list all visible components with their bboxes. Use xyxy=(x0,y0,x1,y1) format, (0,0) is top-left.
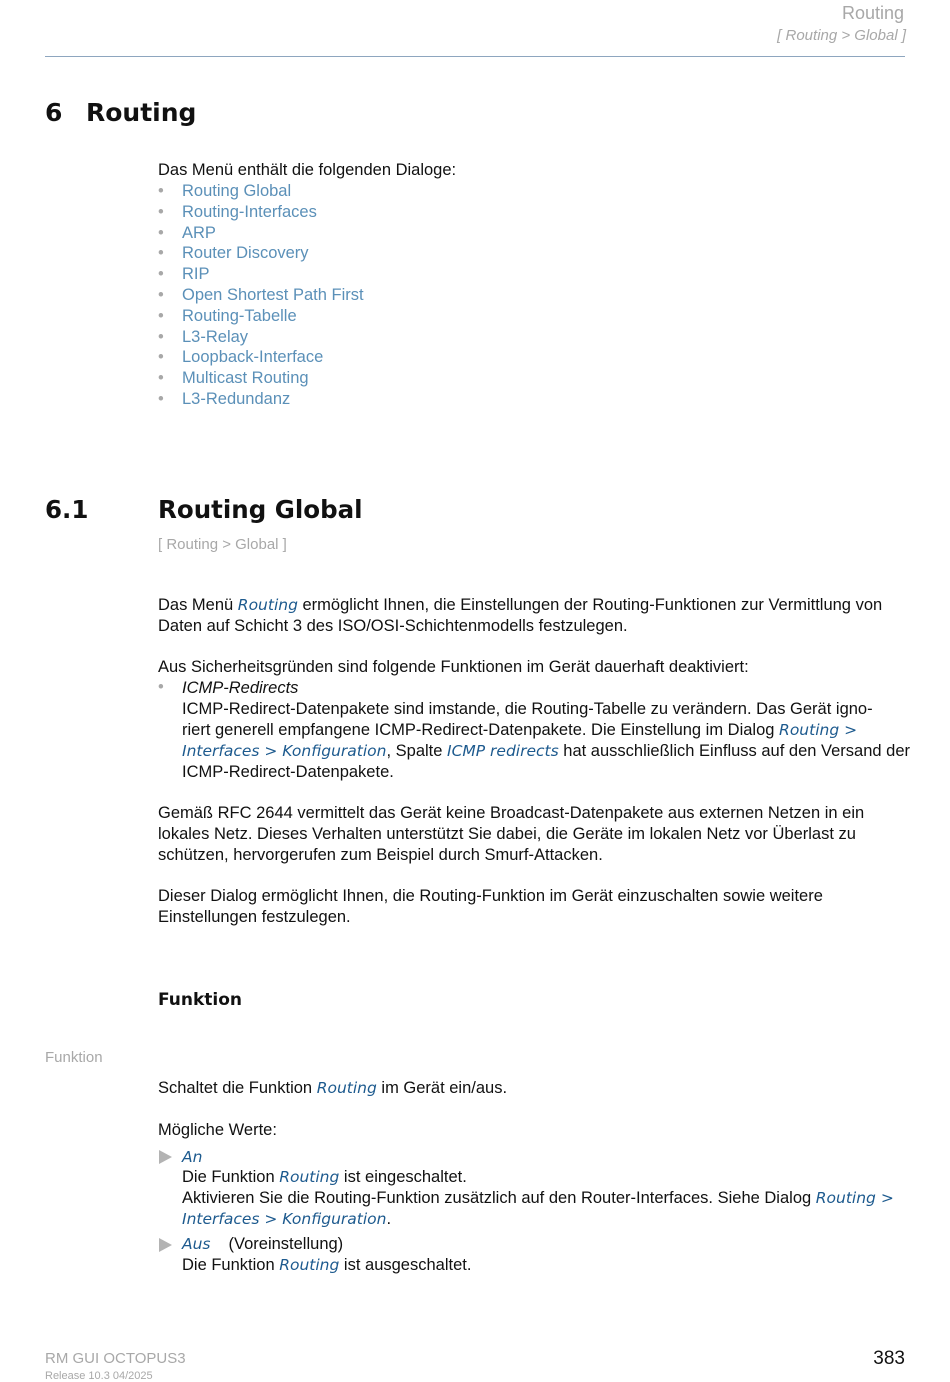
paragraph-3-line-3: schützen, hervorgerufen zum Beispiel durch Smurf-Attacken. xyxy=(158,846,603,864)
paragraph-1-line-2: Daten auf Schicht 3 des ISO/OSI-Schichtenmodells festzulegen. xyxy=(158,617,628,635)
dialog-link-list xyxy=(158,181,364,410)
funktion-description: Schaltet die Funktion Routing im Gerät ein/aus. xyxy=(158,1079,508,1097)
ref-routing[interactable]: Routing xyxy=(237,596,298,614)
page-number: 383 xyxy=(873,1348,905,1369)
paragraph-3-line-1: Gemäß RFC 2644 vermittelt das Gerät keine Broadcast-Datenpakete aus externen Netzen in ein xyxy=(158,804,865,822)
ref-routing[interactable]: Routing xyxy=(279,1256,340,1274)
chapter-title: Routing xyxy=(86,98,197,127)
ref-interfaces-konfiguration[interactable]: Interfaces > Konfiguration xyxy=(182,742,387,760)
section-title: Routing Global xyxy=(158,495,363,524)
link-routing-global[interactable]: • Routing Global xyxy=(158,181,364,202)
margin-label-funktion: Funktion xyxy=(45,1049,103,1066)
link-routing-tabelle[interactable]: • Routing-Tabelle xyxy=(158,306,364,327)
icmp-line-3: Interfaces > Konfiguration, Spalte ICMP redirects hat ausschließlich Einfluss auf den Versand der xyxy=(182,742,910,760)
value-aus-line-1: Die Funktion Routing ist ausgeschaltet. xyxy=(182,1256,472,1274)
header-title: Routing xyxy=(841,3,904,23)
ref-routing-interfaces[interactable]: Routing > xyxy=(779,721,858,739)
paragraph-1-line-1: Das Menü Routing ermöglicht Ihnen, die Einstellungen der Routing-Funktionen zur Vermittlung von xyxy=(158,596,883,614)
link-rip[interactable]: • RIP xyxy=(158,264,364,285)
link-routing-interfaces[interactable]: • Routing-Interfaces xyxy=(158,202,364,223)
triangle-bullet-icon xyxy=(159,1238,172,1252)
chapter-number: 6 xyxy=(45,98,63,127)
ref-routing[interactable]: Routing xyxy=(279,1168,340,1186)
header-divider xyxy=(45,56,905,57)
icmp-line-1: ICMP-Redirect-Datenpakete sind imstande, die Routing-Tabelle zu verändern. Das Gerät igno- xyxy=(182,700,873,718)
possible-values-label: Mögliche Werte: xyxy=(158,1121,277,1139)
icmp-title: ICMP-Redirects xyxy=(182,679,299,697)
link-l3-relay[interactable]: • L3-Relay xyxy=(158,327,364,348)
triangle-bullet-icon xyxy=(159,1150,172,1164)
ref-icmp-redirects[interactable]: ICMP redirects xyxy=(447,742,559,760)
paragraph-2: Aus Sicherheitsgründen sind folgende Funktionen im Gerät dauerhaft deaktiviert: xyxy=(158,658,749,676)
value-an-line-3: Interfaces > Konfiguration. xyxy=(182,1210,392,1228)
default-marker: (Voreinstellung) xyxy=(228,1235,344,1253)
header-path: [ Routing > Global ] xyxy=(777,27,906,44)
section-path: [ Routing > Global ] xyxy=(158,536,287,553)
section-number: 6.1 xyxy=(45,495,89,524)
footer-product: RM GUI OCTOPUS3 xyxy=(45,1350,186,1367)
icmp-line-2: riert generell empfangene ICMP-Redirect-Datenpakete. Die Einstellung im Dialog Routing > xyxy=(182,721,858,739)
bullet: • xyxy=(158,678,164,696)
ref-routing[interactable]: Routing xyxy=(316,1079,377,1097)
link-router-discovery[interactable]: • Router Discovery xyxy=(158,243,364,264)
intro-text: Das Menü enthält die folgenden Dialoge: xyxy=(158,161,457,179)
paragraph-3-line-2: lokales Netz. Dieses Verhalten unterstützt Sie dabei, die Geräte im lokalen Netz vor Überlast zu xyxy=(158,825,856,843)
value-aus-line xyxy=(182,1234,343,1255)
ref-interfaces-konfiguration[interactable]: Interfaces > Konfiguration xyxy=(182,1210,387,1228)
funktion-heading: Funktion xyxy=(158,990,243,1010)
value-aus: Aus xyxy=(182,1235,211,1253)
ref-routing-interfaces[interactable]: Routing > xyxy=(815,1189,894,1207)
icmp-line-4: ICMP-Redirect-Datenpakete. xyxy=(182,763,394,781)
footer-release: Release 10.3 04/2025 xyxy=(45,1370,153,1382)
link-arp[interactable]: • ARP xyxy=(158,223,364,244)
value-an-line-1: Die Funktion Routing ist eingeschaltet. xyxy=(182,1168,467,1186)
link-multicast-routing[interactable]: • Multicast Routing xyxy=(158,368,364,389)
value-an-line-2: Aktivieren Sie die Routing-Funktion zusätzlich auf den Router-Interfaces. Siehe Dialog Routing > xyxy=(182,1189,894,1207)
link-loopback-interface[interactable]: • Loopback-Interface xyxy=(158,347,364,368)
paragraph-4-line-1: Dieser Dialog ermöglicht Ihnen, die Routing-Funktion im Gerät einzuschalten sowie weitere xyxy=(158,887,823,905)
link-ospf[interactable]: • Open Shortest Path First xyxy=(158,285,364,306)
value-an: An xyxy=(182,1148,203,1166)
paragraph-4-line-2: Einstellungen festzulegen. xyxy=(158,908,351,926)
link-l3-redundanz[interactable]: • L3-Redundanz xyxy=(158,389,364,410)
